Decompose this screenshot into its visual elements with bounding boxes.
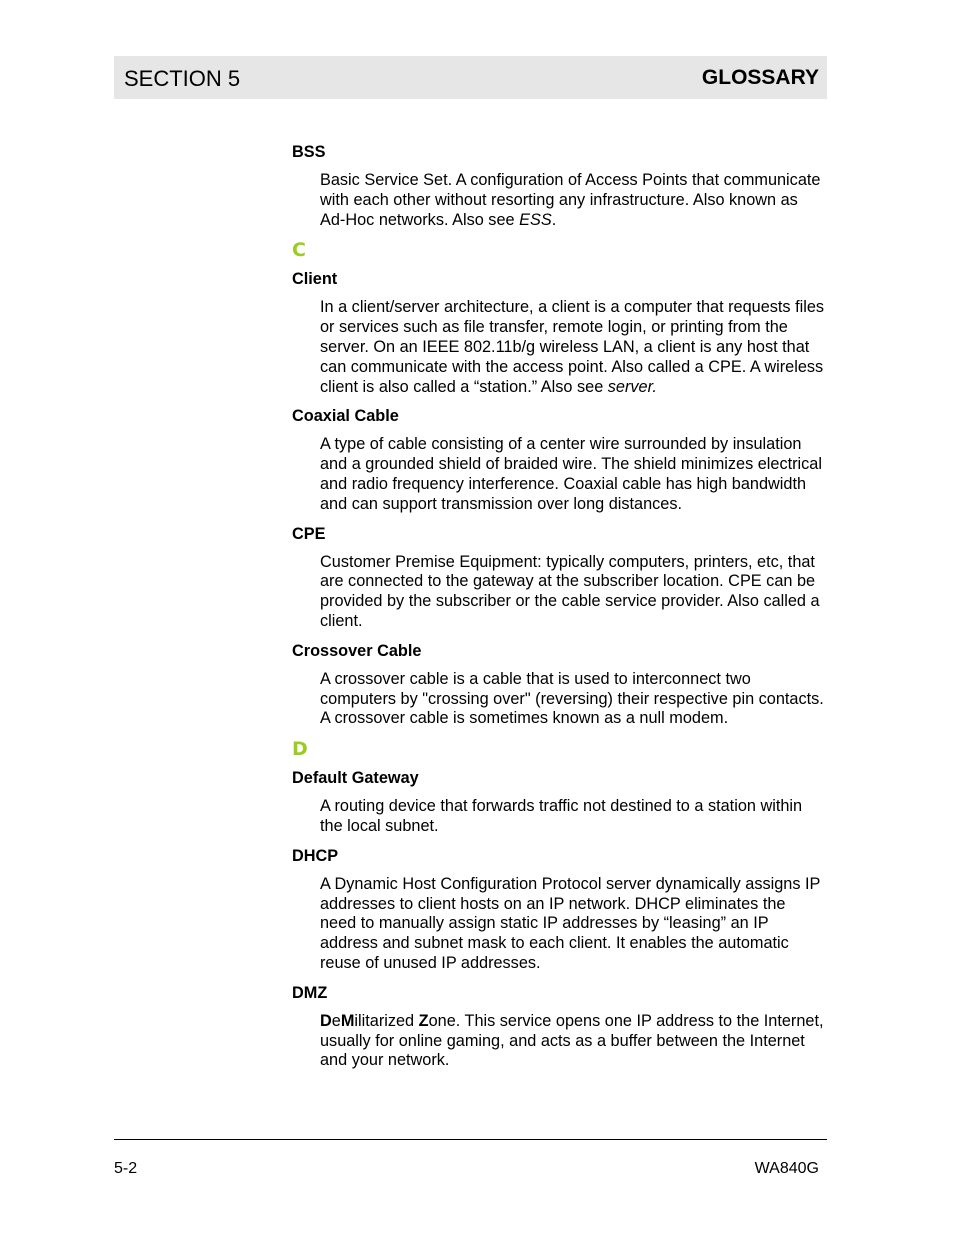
term-coaxial-cable: Coaxial Cable bbox=[292, 407, 399, 426]
definition-client-ref: server. bbox=[607, 377, 657, 396]
product-model: WA840G bbox=[754, 1160, 819, 1177]
term-bss: BSS bbox=[292, 143, 326, 161]
definition-client-text: In a client/server architecture, a client is a computer that requests files or services such as file transfer, remote login, or printing from the server. On an IEEE 802.11b/g wireless LAN, a client is any host that can communicate with the access point. Also called a CPE. A wireless client is also called a “station.” Also see bbox=[320, 298, 825, 396]
definition-bss-text: Basic Service Set. A configuration of Access Points that communicate with each other without resorting any infrastructure. Also known as Ad-Hoc networks. Also see bbox=[320, 171, 821, 229]
page-number: 5-2 bbox=[114, 1160, 138, 1177]
definition-cpe: Customer Premise Equipment: typically computers, printers, etc, that are connected to the gateway at the subscriber location. CPE can be provided by the subscriber or the cable service provider. Also called a client. bbox=[320, 552, 820, 630]
section-header bbox=[114, 56, 827, 99]
definition-crossover-cable: A crossover cable is a cable that is used to interconnect two computers by "crossing over" (reversing) their respective pin contacts. A crossover cable is sometimes known as a null modem. bbox=[320, 669, 824, 728]
definition-bss-ref: ESS bbox=[519, 210, 552, 229]
section-title: GLOSSARY bbox=[701, 66, 819, 89]
definition-default-gateway: A routing device that forwards traffic not destined to a station within the local subnet. bbox=[320, 797, 803, 835]
term-client: Client bbox=[292, 270, 338, 289]
letter-heading-c: C bbox=[292, 239, 306, 262]
definition-dhcp: A Dynamic Host Configuration Protocol server dynamically assigns IP addresses to client hosts on an IP network. DHCP eliminates the need to manually assign static IP addresses by “leasing” an IP address and subnet mask to each client. It enables the automatic reuse of unused IP addresses. bbox=[320, 874, 821, 972]
dmz-letter-z: Z bbox=[418, 1011, 429, 1030]
term-crossover-cable: Crossover Cable bbox=[292, 641, 422, 660]
footer-divider bbox=[114, 1139, 827, 1140]
section-label: SECTION 5 bbox=[124, 66, 241, 91]
definition-bss-tail: . bbox=[551, 210, 557, 229]
letter-heading-d: D bbox=[292, 738, 308, 761]
definition-client bbox=[320, 298, 825, 397]
glossary-content bbox=[292, 142, 827, 1080]
term-default-gateway: Default Gateway bbox=[292, 769, 419, 788]
term-cpe: CPE bbox=[292, 524, 326, 543]
term-dmz: DMZ bbox=[292, 983, 328, 1002]
definition-dmz-text: one. This service opens one IP address to the Internet, usually for online gaming, and acts as a buffer between the Internet and your network. bbox=[320, 1011, 824, 1070]
dmz-letter-d: D bbox=[320, 1011, 332, 1030]
definition-coaxial-cable: A type of cable consisting of a center wire surrounded by insulation and a grounded shield of braided wire. The shield minimizes electrical and radio frequency interference. Coaxial cable has high bandwidth and can support transmission over long distances. bbox=[320, 435, 822, 513]
definition-bss bbox=[320, 171, 825, 230]
definition-dmz bbox=[320, 1012, 825, 1071]
dmz-letter-m: M bbox=[340, 1011, 355, 1030]
dmz-letter-e: e bbox=[331, 1011, 341, 1030]
dmz-ilitarized: ilitarized bbox=[354, 1011, 419, 1030]
term-dhcp: DHCP bbox=[292, 846, 339, 865]
